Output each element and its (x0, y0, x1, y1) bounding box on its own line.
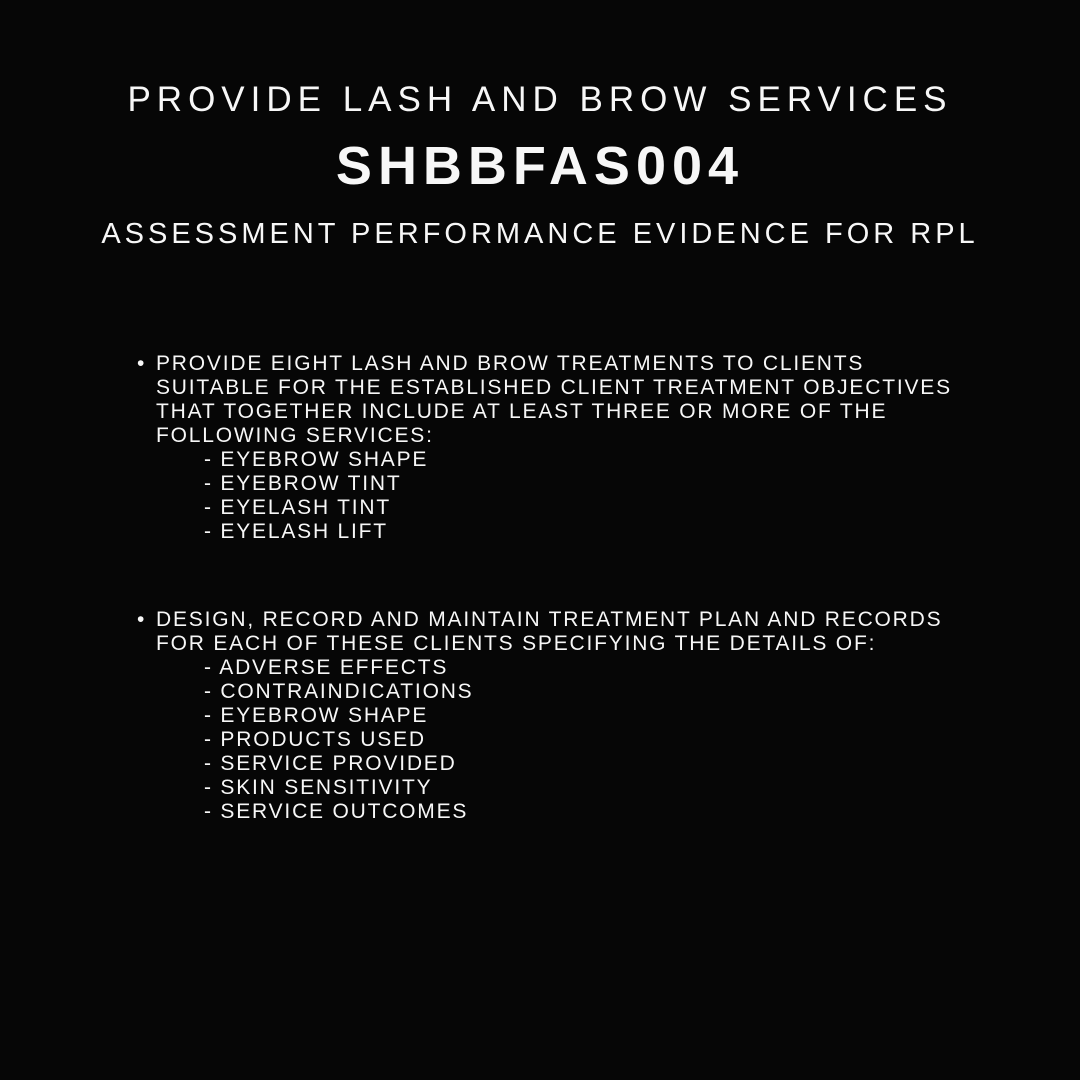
sub-item-list (156, 656, 956, 824)
unit-code: SHBBFAS004 (335, 136, 745, 196)
sub-item-list (156, 448, 956, 544)
sub-item: - EYELASH LIFT (204, 520, 388, 543)
bullet-body (156, 352, 956, 544)
subtitle: ASSESSMENT PERFORMANCE EVIDENCE FOR RPL (101, 218, 979, 250)
sub-item: - EYEBROW SHAPE (204, 448, 429, 471)
sub-item: - PRODUCTS USED (204, 728, 426, 751)
bullet-text: PROVIDE EIGHT LASH AND BROW TREATMENTS TO CLIENTS SUITABLE FOR THE ESTABLISHED CLIENT TREATMENT OBJECTIVES THAT TOGETHER INCLUDE AT LEAST THREE OR MORE OF THE FOLLOWING SERVICES: (156, 352, 952, 447)
bullet-body (156, 608, 956, 824)
sub-item: - SERVICE OUTCOMES (204, 800, 469, 823)
sub-item: - EYELASH TINT (204, 496, 392, 519)
bullet-text: DESIGN, RECORD AND MAINTAIN TREATMENT PLAN AND RECORDS FOR EACH OF THESE CLIENTS SPECIFYING THE DETAILS OF: (156, 608, 943, 655)
bullet-icon: • (137, 608, 147, 631)
bullet-icon: • (137, 352, 147, 375)
sub-item: - ADVERSE EFFECTS (204, 656, 449, 679)
sub-item: - CONTRAINDICATIONS (204, 680, 474, 703)
bullet-item-treatments (137, 352, 967, 544)
sub-item: - SKIN SENSITIVITY (204, 776, 433, 799)
page-title: PROVIDE LASH AND BROW SERVICES (127, 80, 953, 119)
content (137, 352, 967, 824)
header (0, 78, 1080, 252)
bullet-item-records (137, 608, 967, 824)
sub-item: - SERVICE PROVIDED (204, 752, 457, 775)
sub-item: - EYEBROW SHAPE (204, 704, 429, 727)
sub-item: - EYEBROW TINT (204, 472, 402, 495)
